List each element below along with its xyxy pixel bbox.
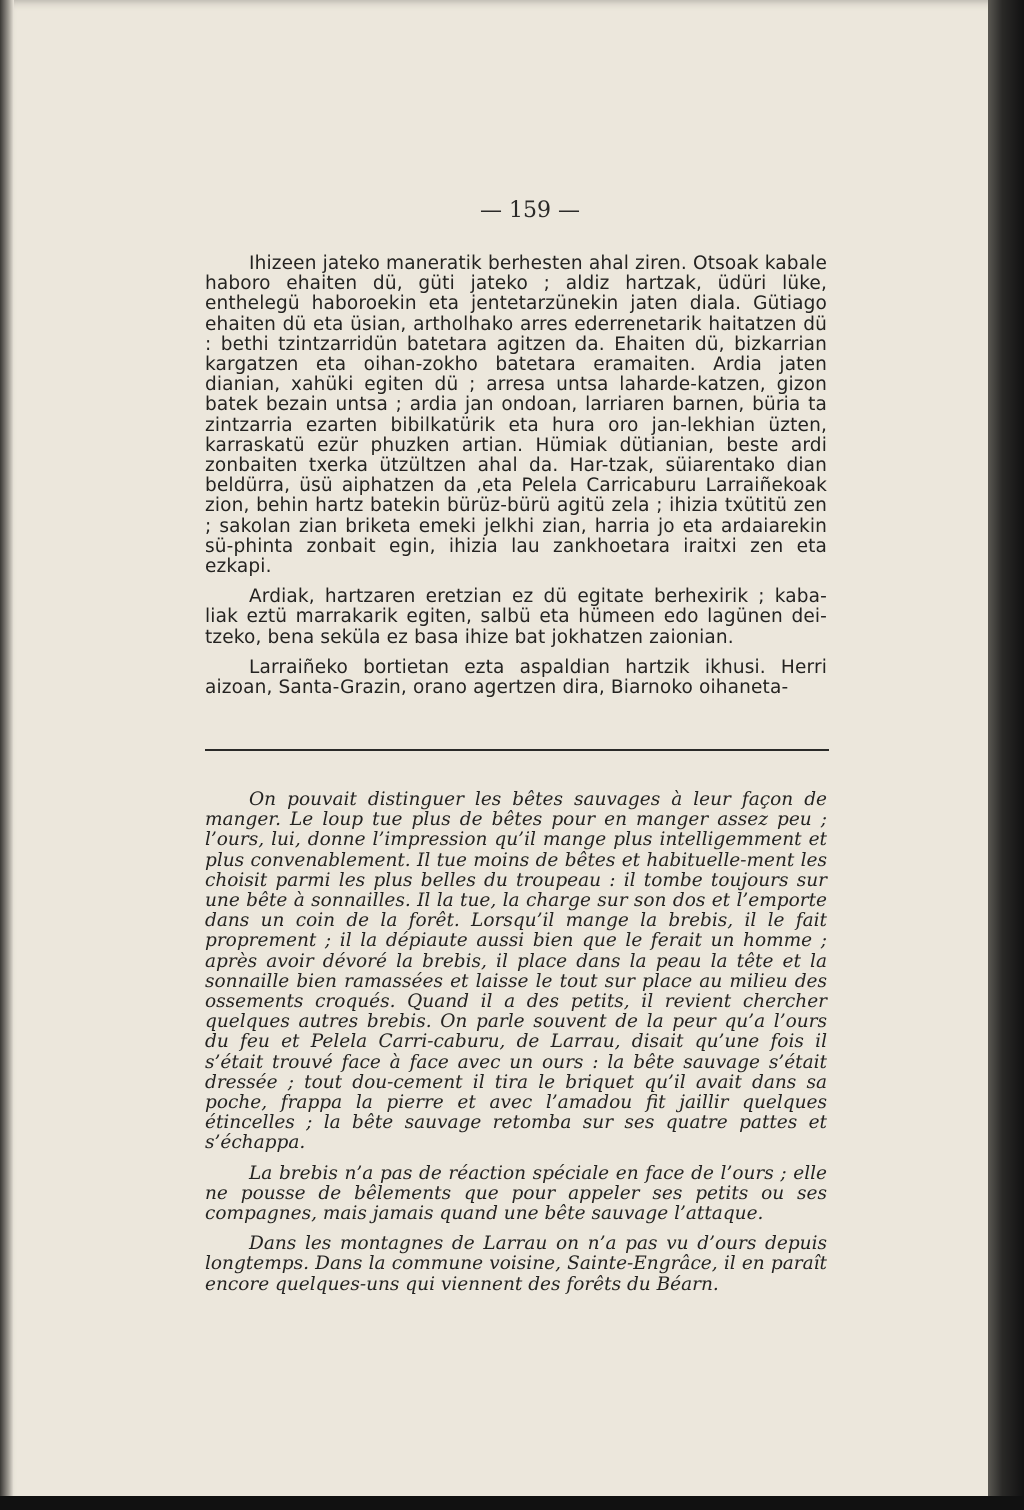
french-paragraph: Dans les montagnes de Larrau on n’a pas vu d’ours depuis longtemps. Dans la commune voisine, Sainte-Engrâce, il en paraît encore quelques-uns qui viennent des forêts du Béarn. [205,1233,827,1295]
french-translation-block [205,790,827,1305]
french-paragraph: On pouvait distinguer les bêtes sauvages à leur façon de manger. Le loup tue plus de bêtes pour en manger assez peu ; l’ours, lui, donne l’impression qu’il mange plus intelligemment et plus convenablement. Il tue moins de bêtes et habituelle-ment les choisit parmi les plus belles du troupeau : il tombe toujours sur une bête à sonnailles. Il la tue, la charge sur son dos et l’emporte dans un coin de la forêt. Lorsqu’il mange la brebis, il le fait proprement ; il la dépiaute aussi bien que le ferait un homme ; après avoir dévoré la brebis, il place dans la peau la tête et la sonnaille bien ramassées et laisse le tout sur place au milieu des ossements croqués. Quand il a des petits, il revient chercher quelques autres brebis. On parle souvent de la peur qu’a l’ours du feu et Pelela Carri-caburu, de Larrau, disait qu’une fois il s’était trouvé face à face avec un ours : la bête sauvage s’était dressée ; tout dou-cement il tira le briquet qu’il avait dans sa poche, frappa la pierre et avec l’amadou fit jaillir quelques étincelles ; la bête sauvage retomba sur ses quatre pattes et s’échappa. [205,789,827,1154]
page-gutter [0,0,14,1510]
basque-paragraph: Ardiak, hartzaren eretzian ez dü egitate berhexirik ; kaba-liak eztü marrakarik egiten, salbü eta hümeen edo lagünen dei-tzeko, bena seküla ez basa ihize bat jokhatzen zaionian. [205,586,827,648]
page-edge-bottom [0,1496,1024,1510]
basque-text-block [205,254,827,708]
section-divider [205,749,829,751]
basque-paragraph: Ihizeen jateko maneratik berhesten ahal ziren. Otsoak kabale haboro ehaiten dü, güti jateko ; aldiz hartzak, üdüri lüke, enthelegü haboroekin eta jentetarzünekin jaten diala. Gütiago ehaiten dü eta üsian, artholhako arres ederrenetarik haitatzen dü : bethi tzintzarridün batetara agitzen da. Ehaiten dü, bizkarrian kargatzen eta oihan-zokho batetara eramaiten. Ardia jaten dianian, xahüki egiten dü ; arresa untsa laharde-katzen, gizon batek bezain untsa ; ardia jan ondoan, larriaren barnen, büria ta zintzarria ezarten bibilkatürik eta hura oro jan-lekhian üzten, karraskatü ezür phuzken artian. Hümiak dütianian, beste ardi zonbaiten txerka ützültzen ahal da. Har-tzak, süiarentako dian beldürra, üsü aiphatzen da ,eta Pelela Carricaburu Larraiñekoak zion, behin hartz batekin bürüz-bürü agitü zela ; ihizia txütitü zen ; sakolan zian briketa emeki jelkhi zian, harria jo eta ardaiarekin sü-phinta zonbait egin, ihizia lau zankhoetara iraitxi zen eta ezkapi. [205,253,827,578]
basque-paragraph: Larraiñeko bortietan ezta aspaldian hartzik ikhusi. Herri aizoan, Santa-Grazin, orano agertzen dira, Biarnoko oihaneta- [205,656,827,699]
page-number: — 159 — [480,198,580,223]
french-paragraph: La brebis n’a pas de réaction spéciale en face de l’ours ; elle ne pousse de bêlements que pour appeler ses petits ou ses compagnes, mais jamais quand une bête sauvage l’attaque. [205,1162,827,1225]
page-edge-right [988,0,1024,1510]
